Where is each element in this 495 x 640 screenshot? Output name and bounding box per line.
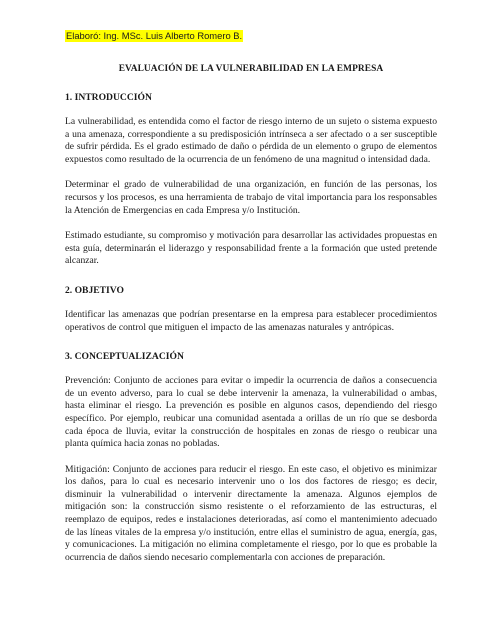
section-heading: 3. CONCEPTUALIZACIÓN — [65, 351, 184, 363]
paragraph: Estimado estudiante, su compromiso y motivación para desarrollar las actividades propuestas en esta guía, determinarán el liderazgo y responsabilidad frente a la formación que usted pretende alcanzar. — [65, 230, 437, 267]
section-conceptualizacion — [65, 351, 437, 564]
paragraph: Determinar el grado de vulnerabilidad de una organización, en función de las personas, los recursos y los procesos, es una herramienta de trabajo de vital importancia para los responsables la Atención de Emergencias en cada Empresa y/o Institución. — [65, 179, 437, 216]
section-heading: 2. OBJETIVO — [65, 284, 124, 296]
paragraph: Prevención: Conjunto de acciones para evitar o impedir la ocurrencia de daños a consecuencia de un evento adverso, para lo cual se debe intervenir la amenaza, la vulnerabilidad o ambas, hasta eliminar el riesgo. La prevención es posible en algunos casos, dependiendo del riesgo específico. Por ejemplo, reubicar una comunidad asentada a orillas de un río que se desborda cada época de lluvia, evitar la construcción de hospitales en zonas de riesgo o reubicar una planta química hacia zonas no pobladas. — [65, 375, 437, 450]
document-title: EVALUACIÓN DE LA VULNERABILIDAD EN LA EMPRESA — [118, 64, 384, 74]
section-objetivo — [65, 285, 437, 334]
paragraph: La vulnerabilidad, es entendida como el factor de riesgo interno de un sujeto o sistema expuesto a una amenaza, correspondiente a su predisposición intrínseca a ser afectado o a ser susceptible de sufrir pérdida. Es el grado estimado de daño o pérdida de un elemento o grupo de elementos expuestos como resultado de la ocurrencia de un fenómeno de una magnitud o intensidad dada. — [65, 116, 437, 165]
paragraph: Mitigación: Conjunto de acciones para reducir el riesgo. En este caso, el objetivo es minimizar los daños, para lo cual es necesario intervenir uno o los dos factores de riesgo; es decir, disminuir la vulnerabilidad o intervenir directamente la amenaza. Algunos ejemplos de mitigación son: la construcción sismo resistente o el reforzamiento de las estructuras, el reemplazo de equipos, redes e instalaciones deterioradas, así como el mantenimiento adecuado de las líneas vitales de la empresa y/o institución, entre ellas el suministro de agua, energía, gas, y comunicaciones. La mitigación no elimina completamente el riesgo, por lo que es probable la ocurrencia de daños siendo necesario complementarla con acciones de preparación. — [65, 463, 437, 563]
author-highlight: Elaboró: Ing. MSc. Luis Alberto Romero B. — [66, 30, 243, 41]
paragraph: Identificar las amenazas que podrían presentarse en la empresa para establecer procedimientos operativos de control que mitiguen el impacto de las amenazas naturales y antrópicas. — [65, 308, 437, 333]
section-heading: 1. INTRODUCCIÓN — [65, 92, 152, 103]
section-introduccion — [65, 92, 437, 268]
author-line — [65, 26, 437, 44]
